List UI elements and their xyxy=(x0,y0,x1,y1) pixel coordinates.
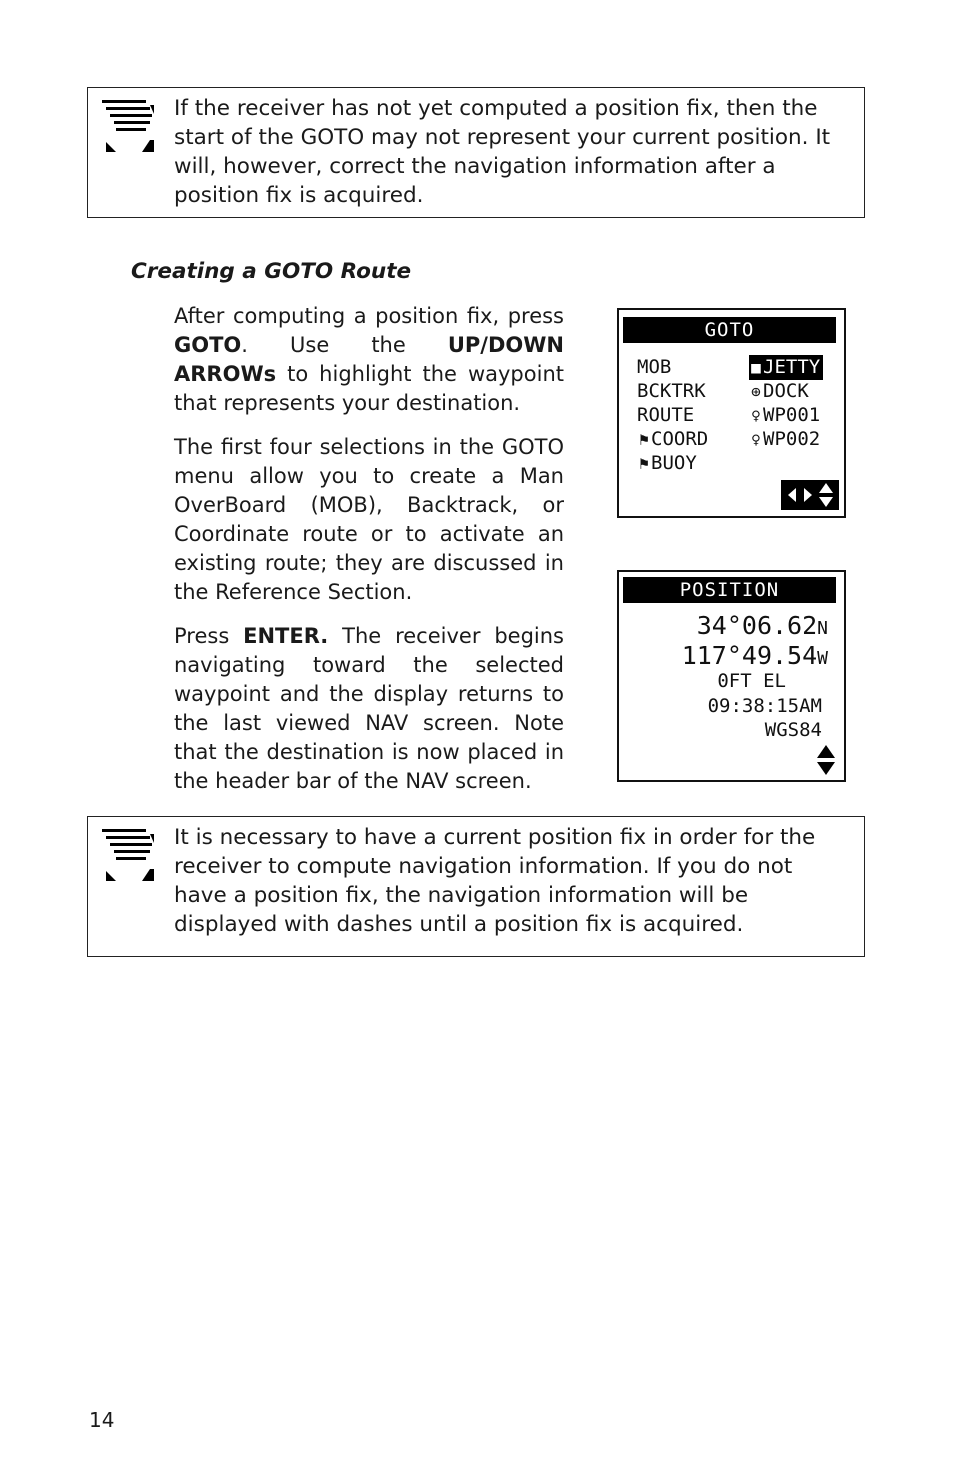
position-title: POSITION xyxy=(623,577,836,603)
square-icon: ■ xyxy=(751,358,761,377)
note-icon xyxy=(102,829,154,881)
left-arrow-icon xyxy=(788,488,796,502)
right-arrow-icon xyxy=(804,488,812,502)
position-screen xyxy=(617,570,846,782)
menu-item-wp001[interactable]: ♀ WP001 xyxy=(749,403,820,428)
crosshair-icon: ⊕ xyxy=(751,382,761,401)
down-arrow-icon xyxy=(819,497,833,507)
paragraph-3: Press ENTER. The receiver begins navigating toward the selected waypoint and the display returns to the last viewed NAV screen. Note that the destination is now placed in the header bar of the NAV screen. xyxy=(174,624,564,793)
datum-readout: WGS84 xyxy=(764,719,822,741)
note-icon xyxy=(102,100,154,152)
menu-item-wp002[interactable]: ♀ WP002 xyxy=(749,427,820,452)
menu-item-bcktrk[interactable]: BCKTRK xyxy=(637,380,706,402)
note-text: It is necessary to have a current position fix in order for the receiver to compute navigation information. If you do not have a position fix, the navigation information will be displayed with dashes until a position fix is acquired. xyxy=(174,825,816,937)
flag-icon: ⚑ xyxy=(639,430,649,449)
menu-item-buoy[interactable]: ⚑ BUOY xyxy=(637,451,697,476)
pin-icon: ♀ xyxy=(751,430,761,449)
latitude-readout: 34°06.62N xyxy=(696,611,828,640)
elevation-readout: 0FT EL xyxy=(717,670,786,692)
longitude-readout: 117°49.54W xyxy=(681,641,828,670)
up-down-arrows-indicator xyxy=(816,744,836,776)
time-readout: 09:38:15AM xyxy=(707,695,822,717)
navigation-arrows-indicator xyxy=(781,480,839,510)
page-number: 14 xyxy=(89,1408,115,1432)
paragraph-1: After computing a position fix, press GOTO. Use the UP/DOWN ARROWs to highlight the waypoint that represents your destination. xyxy=(174,304,564,415)
menu-item-coord[interactable]: ⚑ COORD xyxy=(637,427,708,452)
goto-title: GOTO xyxy=(623,317,836,343)
note-box-2 xyxy=(87,816,865,957)
body-text xyxy=(174,302,564,811)
down-arrow-icon xyxy=(817,762,835,775)
section-title: Creating a GOTO Route xyxy=(131,259,412,284)
paragraph-2: The first four selections in the GOTO menu allow you to create a Man OverBoard (MOB), Backtrack, or Coordinate route or to activate an existing route; they are discussed in the Reference Section. xyxy=(174,435,564,604)
note-box-1 xyxy=(87,87,865,218)
menu-item-jetty[interactable]: ■ JETTY xyxy=(749,355,823,380)
up-arrow-icon xyxy=(819,483,833,493)
menu-item-route[interactable]: ROUTE xyxy=(637,404,695,426)
flag-icon: ⚑ xyxy=(639,454,649,473)
note-text: If the receiver has not yet computed a position fix, then the start of the GOTO may not represent your current position. It will, however, correct the navigation information after a position fix is acquired. xyxy=(174,96,831,208)
menu-item-dock[interactable]: ⊕ DOCK xyxy=(749,379,809,404)
menu-item-mob[interactable]: MOB xyxy=(637,356,672,378)
up-arrow-icon xyxy=(817,745,835,758)
pin-icon: ♀ xyxy=(751,406,761,425)
goto-screen xyxy=(617,308,846,518)
